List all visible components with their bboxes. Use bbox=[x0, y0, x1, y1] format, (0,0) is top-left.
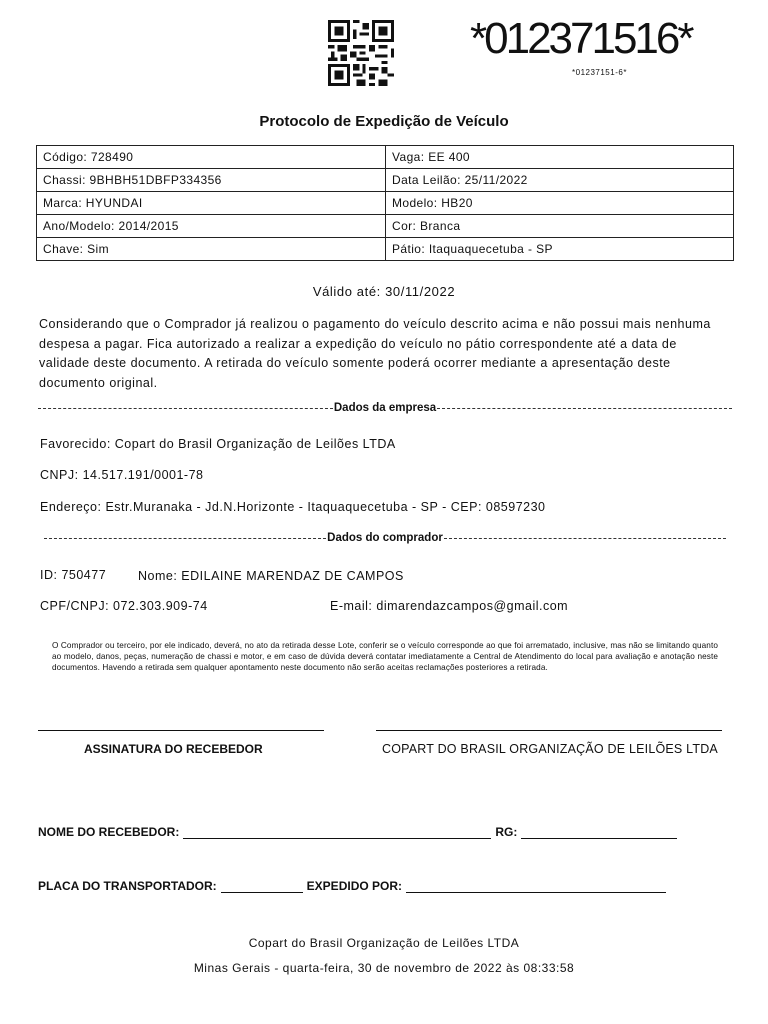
receiver-name-row bbox=[38, 825, 681, 839]
rg-field[interactable] bbox=[521, 826, 677, 839]
company-cnpj: CNPJ: 14.517.191/0001-78 bbox=[40, 468, 204, 482]
receiver-name-label: NOME DO RECEBEDOR: bbox=[38, 825, 180, 839]
table-cell: Pátio: Itaquaquecetuba - SP bbox=[386, 238, 734, 261]
authorization-paragraph: Considerando que o Comprador já realizou o pagamento do veículo descrito acima e não possui mais nenhuma despesa a pagar. Fica autorizado a realizar a expedição do veículo no pátio correspondente até a data de validade deste documento. A retirada do veículo somente poderá ocorrer mediante a apresentação deste documento original. bbox=[39, 317, 711, 390]
document-title: Protocolo de Expedição de Veículo bbox=[259, 113, 509, 130]
buyer-name: Nome: EDILAINE MARENDAZ DE CAMPOS bbox=[138, 569, 404, 583]
table-cell: Modelo: HB20 bbox=[386, 192, 734, 215]
carrier-plate-field[interactable] bbox=[221, 880, 303, 893]
footer-location-date: Minas Gerais - quarta-feira, 30 de novembro de 2022 às 08:33:58 bbox=[193, 961, 575, 975]
dispatched-by-field[interactable] bbox=[406, 880, 666, 893]
copart-signature-line[interactable] bbox=[376, 730, 722, 731]
rg-label: RG: bbox=[495, 825, 518, 839]
buyer-email: E-mail: dimarendazcampos@gmail.com bbox=[330, 599, 569, 613]
table-cell: Data Leilão: 25/11/2022 bbox=[386, 169, 734, 192]
table-row bbox=[37, 192, 734, 215]
table-row bbox=[37, 238, 734, 261]
receiver-name-field[interactable] bbox=[183, 826, 491, 839]
table-cell: Chave: Sim bbox=[37, 238, 386, 261]
table-cell: Marca: HYUNDAI bbox=[37, 192, 386, 215]
vehicle-info-table bbox=[36, 145, 734, 261]
company-address: Endereço: Estr.Muranaka - Jd.N.Horizonte - Itaquaquecetuba - SP - CEP: 08597230 bbox=[40, 500, 546, 514]
receiver-signature-line[interactable] bbox=[38, 730, 324, 731]
table-cell: Chassi: 9BHBH51DBFP334356 bbox=[37, 169, 386, 192]
buyer-section-label: Dados do comprador bbox=[327, 532, 443, 544]
favorecido: Favorecido: Copart do Brasil Organização de Leilões LTDA bbox=[40, 437, 396, 451]
table-row bbox=[37, 215, 734, 238]
buyer-section-separator bbox=[44, 532, 726, 544]
table-row bbox=[37, 169, 734, 192]
transport-row bbox=[38, 879, 670, 893]
valid-until: Válido até: 30/11/2022 bbox=[312, 284, 456, 299]
company-section-label: Dados da empresa bbox=[333, 402, 437, 414]
qr-code-icon bbox=[326, 20, 396, 86]
table-cell: Ano/Modelo: 2014/2015 bbox=[37, 215, 386, 238]
buyer-id: ID: 750477 bbox=[40, 568, 107, 582]
table-cell: Cor: Branca bbox=[386, 215, 734, 238]
table-cell: Código: 728490 bbox=[37, 146, 386, 169]
table-row bbox=[37, 146, 734, 169]
buyer-cpf: CPF/CNPJ: 072.303.909-74 bbox=[40, 599, 208, 613]
copart-signature-label: COPART DO BRASIL ORGANIZAÇÃO DE LEILÕES LTDA bbox=[382, 742, 718, 756]
receiver-signature-label: ASSINATURA DO RECEBEDOR bbox=[84, 742, 263, 756]
company-section-separator bbox=[38, 402, 732, 414]
barcode-number: *012371516* bbox=[470, 14, 692, 63]
barcode-caption: *01237151-6* bbox=[572, 68, 627, 77]
table-cell: Vaga: EE 400 bbox=[386, 146, 734, 169]
carrier-plate-label: PLACA DO TRANSPORTADOR: bbox=[38, 879, 217, 893]
disclaimer-text: O Comprador ou terceiro, por ele indicado, deverá, no ato da retirada desse Lote, conferir se o veículo corresponde ao que foi arrematado, inclusive, mas não se limitando quanto ao modelo, danos, peças, numeração de chassi e motor, e em caso de dúvida deverá contatar imediatamente a Central de Atendimento do local para avaliação e anotação neste documentos. Havendo a retirada sem qualquer apontamento neste documento não serão aceitas reclamações posteriores a retirada. bbox=[52, 641, 718, 672]
dispatched-by-label: EXPEDIDO POR: bbox=[306, 879, 403, 893]
footer-company: Copart do Brasil Organização de Leilões LTDA bbox=[248, 936, 520, 950]
